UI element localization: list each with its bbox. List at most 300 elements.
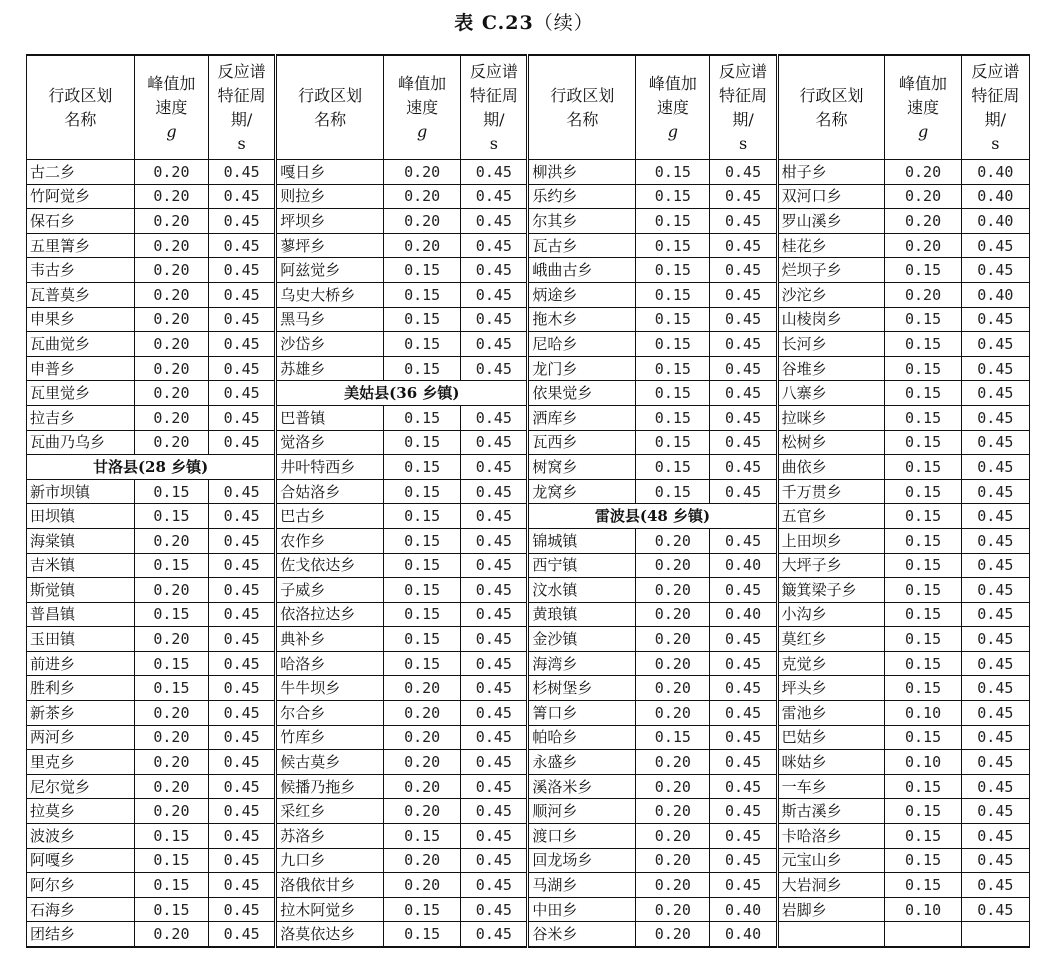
township-name-cell: 坪坝乡 (276, 209, 384, 234)
table-row (27, 160, 1030, 185)
township-name-cell: 石海乡 (27, 897, 135, 922)
township-name-cell: 尔合乡 (276, 701, 384, 726)
characteristic-period-cell: 0.45 (461, 504, 528, 529)
peak-acceleration-cell: 0.20 (636, 750, 710, 775)
header-characteristic-period-unit: s (489, 133, 498, 153)
township-name-cell: 回龙场乡 (528, 848, 636, 873)
peak-acceleration-cell: 0.15 (885, 307, 961, 332)
characteristic-period-cell: 0.45 (461, 332, 528, 357)
peak-acceleration-cell: 0.20 (134, 307, 208, 332)
characteristic-period-cell: 0.40 (961, 282, 1029, 307)
characteristic-period-cell: 0.45 (461, 184, 528, 209)
characteristic-period-cell: 0.45 (209, 873, 276, 898)
characteristic-period-cell: 0.45 (461, 824, 528, 849)
township-name-cell: 瓦里觉乡 (27, 381, 135, 406)
township-name-cell: 沙沱乡 (777, 282, 885, 307)
table-row (27, 504, 1030, 529)
characteristic-period-cell: 0.45 (461, 701, 528, 726)
peak-acceleration-cell: 0.20 (134, 799, 208, 824)
township-name-cell: 瓦曲乃乌乡 (27, 430, 135, 455)
peak-acceleration-cell: 0.15 (636, 184, 710, 209)
peak-acceleration-cell: 0.15 (885, 824, 961, 849)
peak-acceleration-cell: 0.15 (885, 553, 961, 578)
characteristic-period-cell: 0.45 (710, 824, 777, 849)
peak-acceleration-cell: 0.20 (885, 233, 961, 258)
township-name-cell: 瓦普莫乡 (27, 282, 135, 307)
township-name-cell: 申普乡 (27, 356, 135, 381)
characteristic-period-cell: 0.45 (710, 184, 777, 209)
table-row (27, 701, 1030, 726)
characteristic-period-cell: 0.45 (710, 774, 777, 799)
township-name-cell: 五官乡 (777, 504, 885, 529)
table-row (27, 799, 1030, 824)
peak-acceleration-cell: 0.20 (636, 578, 710, 603)
peak-acceleration-cell: 0.20 (384, 233, 461, 258)
peak-acceleration-cell: 0.20 (134, 209, 208, 234)
characteristic-period-cell: 0.45 (461, 651, 528, 676)
peak-acceleration-cell: 0.20 (134, 233, 208, 258)
peak-acceleration-cell: 0.20 (636, 528, 710, 553)
peak-acceleration-cell: 0.20 (384, 209, 461, 234)
characteristic-period-cell: 0.40 (710, 553, 777, 578)
peak-acceleration-cell: 0.15 (384, 897, 461, 922)
peak-acceleration-cell: 0.20 (636, 873, 710, 898)
header-characteristic-period (961, 55, 1029, 160)
peak-acceleration-cell: 0.20 (636, 799, 710, 824)
peak-acceleration-cell: 0.15 (885, 528, 961, 553)
township-name-cell: 佐戈依达乡 (276, 553, 384, 578)
peak-acceleration-cell: 0.20 (134, 725, 208, 750)
peak-acceleration-cell: 0.15 (885, 356, 961, 381)
township-name-cell: 沙岱乡 (276, 332, 384, 357)
peak-acceleration-cell: 0.20 (134, 701, 208, 726)
characteristic-period-cell: 0.45 (710, 307, 777, 332)
characteristic-period-cell: 0.45 (961, 479, 1029, 504)
peak-acceleration-cell: 0.20 (636, 701, 710, 726)
characteristic-period-cell: 0.45 (209, 209, 276, 234)
header-peak-acceleration (134, 55, 208, 160)
township-name-cell: 烂坝子乡 (777, 258, 885, 283)
peak-acceleration-cell: 0.15 (384, 553, 461, 578)
table-row (27, 381, 1030, 406)
characteristic-period-cell: 0.45 (710, 873, 777, 898)
characteristic-period-cell: 0.45 (710, 332, 777, 357)
header-characteristic-period (710, 55, 777, 160)
characteristic-period-cell: 0.45 (710, 455, 777, 480)
table-row (27, 553, 1030, 578)
peak-acceleration-cell: 0.15 (636, 356, 710, 381)
township-name-cell: 竹阿觉乡 (27, 184, 135, 209)
township-name-cell: 乌史大桥乡 (276, 282, 384, 307)
characteristic-period-cell: 0.45 (961, 405, 1029, 430)
township-name-cell: 瓦古乡 (528, 233, 636, 258)
peak-acceleration-cell: 0.15 (384, 455, 461, 480)
township-name-cell: 汶水镇 (528, 578, 636, 603)
table-row (27, 356, 1030, 381)
peak-acceleration-cell: 0.15 (636, 332, 710, 357)
township-name-cell: 则拉乡 (276, 184, 384, 209)
header-region-name-text: 行政区划名称 (48, 85, 113, 129)
township-name-cell: 小沟乡 (777, 602, 885, 627)
peak-acceleration-cell: 0.15 (885, 504, 961, 529)
peak-acceleration-cell: 0.15 (384, 405, 461, 430)
table-row (27, 824, 1030, 849)
characteristic-period-cell: 0.45 (710, 430, 777, 455)
characteristic-period-cell: 0.45 (961, 504, 1029, 529)
characteristic-period-cell: 0.45 (461, 602, 528, 627)
characteristic-period-cell: 0.45 (209, 356, 276, 381)
characteristic-period-cell: 0.45 (209, 381, 276, 406)
characteristic-period-cell: 0.45 (961, 897, 1029, 922)
township-name-cell: 咪姑乡 (777, 750, 885, 775)
peak-acceleration-cell: 0.15 (636, 455, 710, 480)
characteristic-period-cell: 0.45 (961, 258, 1029, 283)
characteristic-period-cell: 0.45 (461, 873, 528, 898)
peak-acceleration-cell: 0.20 (636, 897, 710, 922)
township-name-cell: 西宁镇 (528, 553, 636, 578)
header-peak-acceleration-unit: g (417, 121, 428, 141)
township-name-cell: 海湾乡 (528, 651, 636, 676)
header-peak-acceleration-text: 峰值加速度 (398, 73, 447, 117)
characteristic-period-cell: 0.45 (961, 750, 1029, 775)
township-name-cell: 马湖乡 (528, 873, 636, 898)
peak-acceleration-cell: 0.20 (134, 774, 208, 799)
characteristic-period-cell: 0.45 (710, 627, 777, 652)
characteristic-period-cell: 0.45 (209, 479, 276, 504)
peak-acceleration-cell: 0.20 (885, 184, 961, 209)
characteristic-period-cell: 0.45 (461, 405, 528, 430)
characteristic-period-cell: 0.45 (209, 676, 276, 701)
characteristic-period-cell: 0.40 (961, 209, 1029, 234)
table-row (27, 750, 1030, 775)
peak-acceleration-cell: 0.15 (636, 209, 710, 234)
characteristic-period-cell: 0.45 (461, 750, 528, 775)
township-name-cell: 新茶乡 (27, 701, 135, 726)
header-peak-acceleration-text: 峰值加速度 (899, 73, 948, 117)
table-container (26, 54, 1030, 948)
township-name-cell: 两河乡 (27, 725, 135, 750)
township-name-cell: 洛俄依甘乡 (276, 873, 384, 898)
township-name-cell: 千万贯乡 (777, 479, 885, 504)
township-name-cell: 拉木阿觉乡 (276, 897, 384, 922)
peak-acceleration-cell: 0.20 (134, 405, 208, 430)
table-row (27, 528, 1030, 553)
township-name-cell: 锦城镇 (528, 528, 636, 553)
table-row (27, 774, 1030, 799)
peak-acceleration-cell: 0.15 (636, 307, 710, 332)
table-row (27, 430, 1030, 455)
township-name-cell: 韦古乡 (27, 258, 135, 283)
peak-acceleration-cell: 0.15 (384, 479, 461, 504)
township-name-cell: 松树乡 (777, 430, 885, 455)
peak-acceleration-cell: 0.15 (885, 848, 961, 873)
township-name-cell: 保石乡 (27, 209, 135, 234)
header-region-name (777, 55, 885, 160)
township-name-cell: 前进乡 (27, 651, 135, 676)
peak-acceleration-cell: 0.15 (384, 922, 461, 947)
header-region-name-text: 行政区划名称 (799, 85, 864, 129)
township-name-cell: 八寨乡 (777, 381, 885, 406)
characteristic-period-cell: 0.45 (461, 848, 528, 873)
peak-acceleration-cell: 0.15 (134, 897, 208, 922)
township-name-cell: 海棠镇 (27, 528, 135, 553)
table-row (27, 602, 1030, 627)
peak-acceleration-cell: 0.15 (885, 455, 961, 480)
characteristic-period-cell: 0.45 (461, 430, 528, 455)
township-name-cell: 雷池乡 (777, 701, 885, 726)
characteristic-period-cell: 0.45 (209, 233, 276, 258)
township-name-cell: 牛牛坝乡 (276, 676, 384, 701)
characteristic-period-cell: 0.40 (961, 160, 1029, 185)
peak-acceleration-cell: 0.15 (384, 307, 461, 332)
township-name-cell: 拉咪乡 (777, 405, 885, 430)
characteristic-period-cell: 0.45 (209, 332, 276, 357)
township-name-cell: 卡哈洛乡 (777, 824, 885, 849)
township-name-cell: 洒库乡 (528, 405, 636, 430)
county-group-header: 美姑县(36 乡镇) (276, 381, 528, 406)
township-name-cell: 九口乡 (276, 848, 384, 873)
township-name-cell: 龙门乡 (528, 356, 636, 381)
characteristic-period-cell: 0.45 (710, 479, 777, 504)
header-characteristic-period (209, 55, 276, 160)
characteristic-period-cell: 0.45 (461, 455, 528, 480)
peak-acceleration-cell: 0.20 (384, 873, 461, 898)
characteristic-period-cell: 0.40 (710, 897, 777, 922)
characteristic-period-cell: 0.45 (209, 307, 276, 332)
township-name-cell: 箐口乡 (528, 701, 636, 726)
characteristic-period-cell: 0.45 (209, 578, 276, 603)
characteristic-period-cell: 0.45 (461, 578, 528, 603)
peak-acceleration-cell: 0.15 (636, 233, 710, 258)
township-name-cell: 黑马乡 (276, 307, 384, 332)
peak-acceleration-cell: 0.15 (885, 332, 961, 357)
peak-acceleration-cell: 0.15 (885, 799, 961, 824)
peak-acceleration-cell: 0.20 (384, 160, 461, 185)
peak-acceleration-cell: 0.15 (384, 282, 461, 307)
header-characteristic-period (461, 55, 528, 160)
township-name-cell: 元宝山乡 (777, 848, 885, 873)
header-peak-acceleration-unit: g (917, 121, 929, 141)
characteristic-period-cell: 0.45 (209, 701, 276, 726)
township-name-cell: 渡口乡 (528, 824, 636, 849)
characteristic-period-cell (961, 922, 1029, 947)
township-name-cell: 大岩洞乡 (777, 873, 885, 898)
header-region-name-text: 行政区划名称 (550, 85, 615, 129)
peak-acceleration-cell: 0.20 (134, 356, 208, 381)
characteristic-period-cell: 0.45 (961, 307, 1029, 332)
township-name-cell: 候播乃拖乡 (276, 774, 384, 799)
peak-acceleration-cell: 0.20 (885, 209, 961, 234)
table-row (27, 233, 1030, 258)
peak-acceleration-cell: 0.15 (636, 381, 710, 406)
township-name-cell: 团结乡 (27, 922, 135, 947)
table-row (27, 627, 1030, 652)
characteristic-period-cell: 0.45 (961, 553, 1029, 578)
township-name-cell: 谷米乡 (528, 922, 636, 947)
township-name-cell: 波波乡 (27, 824, 135, 849)
characteristic-period-cell: 0.45 (961, 848, 1029, 873)
peak-acceleration-cell: 0.20 (134, 258, 208, 283)
table-row (27, 897, 1030, 922)
characteristic-period-cell: 0.45 (710, 750, 777, 775)
characteristic-period-cell: 0.45 (209, 553, 276, 578)
characteristic-period-cell: 0.45 (461, 160, 528, 185)
peak-acceleration-cell: 0.15 (384, 332, 461, 357)
table-row (27, 258, 1030, 283)
township-name-cell: 莫红乡 (777, 627, 885, 652)
characteristic-period-cell: 0.45 (461, 676, 528, 701)
peak-acceleration-cell: 0.15 (885, 578, 961, 603)
peak-acceleration-cell: 0.15 (636, 160, 710, 185)
header-peak-acceleration-unit: g (166, 121, 177, 141)
header-peak-acceleration-text: 峰值加速度 (147, 73, 196, 117)
township-name-cell: 尔其乡 (528, 209, 636, 234)
table-row (27, 725, 1030, 750)
characteristic-period-cell: 0.45 (961, 381, 1029, 406)
characteristic-period-cell: 0.45 (961, 725, 1029, 750)
peak-acceleration-cell: 0.15 (636, 725, 710, 750)
table-row (27, 332, 1030, 357)
characteristic-period-cell: 0.45 (461, 258, 528, 283)
peak-acceleration-cell: 0.20 (134, 332, 208, 357)
characteristic-period-cell: 0.45 (209, 258, 276, 283)
peak-acceleration-cell: 0.15 (885, 725, 961, 750)
characteristic-period-cell: 0.40 (961, 184, 1029, 209)
township-name-cell: 苏雄乡 (276, 356, 384, 381)
peak-acceleration-cell: 0.15 (885, 381, 961, 406)
peak-acceleration-cell: 0.20 (134, 160, 208, 185)
header-characteristic-period-text: 反应谱特征周期/ (469, 61, 518, 129)
peak-acceleration-cell: 0.20 (384, 774, 461, 799)
table-title-suffix: （续） (533, 12, 594, 34)
header-region-name (27, 55, 135, 160)
peak-acceleration-cell: 0.20 (384, 184, 461, 209)
characteristic-period-cell: 0.45 (209, 922, 276, 947)
township-name-cell: 峨曲古乡 (528, 258, 636, 283)
township-name-cell (777, 922, 885, 947)
table-row (27, 578, 1030, 603)
characteristic-period-cell: 0.45 (710, 381, 777, 406)
peak-acceleration-cell: 0.20 (384, 725, 461, 750)
township-name-cell: 曲依乡 (777, 455, 885, 480)
peak-acceleration-cell: 0.15 (636, 405, 710, 430)
table-title (0, 8, 1048, 35)
characteristic-period-cell: 0.45 (710, 356, 777, 381)
township-name-cell: 柳洪乡 (528, 160, 636, 185)
characteristic-period-cell: 0.45 (209, 627, 276, 652)
peak-acceleration-cell: 0.20 (885, 282, 961, 307)
characteristic-period-cell: 0.45 (710, 258, 777, 283)
header-characteristic-period-unit: s (237, 133, 246, 153)
header-region-name (528, 55, 636, 160)
township-name-cell: 新市坝镇 (27, 479, 135, 504)
township-name-cell: 候古莫乡 (276, 750, 384, 775)
table-row (27, 282, 1030, 307)
peak-acceleration-cell: 0.20 (636, 676, 710, 701)
peak-acceleration-cell: 0.20 (134, 282, 208, 307)
characteristic-period-cell: 0.45 (209, 651, 276, 676)
township-name-cell: 拉吉乡 (27, 405, 135, 430)
peak-acceleration-cell: 0.15 (636, 430, 710, 455)
characteristic-period-cell: 0.45 (961, 774, 1029, 799)
peak-acceleration-cell: 0.20 (636, 848, 710, 873)
header-peak-acceleration (885, 55, 961, 160)
header-characteristic-period-unit: s (991, 133, 1000, 153)
peak-acceleration-cell: 0.10 (885, 897, 961, 922)
township-name-cell: 金沙镇 (528, 627, 636, 652)
characteristic-period-cell: 0.45 (209, 799, 276, 824)
characteristic-period-cell: 0.45 (461, 282, 528, 307)
characteristic-period-cell: 0.45 (710, 209, 777, 234)
township-name-cell: 阿兹觉乡 (276, 258, 384, 283)
characteristic-period-cell: 0.40 (710, 602, 777, 627)
header-peak-acceleration-text: 峰值加速度 (648, 73, 697, 117)
peak-acceleration-cell: 0.15 (384, 356, 461, 381)
header-region-name-text: 行政区划名称 (298, 85, 363, 129)
header-peak-acceleration (636, 55, 710, 160)
peak-acceleration-cell: 0.15 (885, 651, 961, 676)
peak-acceleration-cell: 0.15 (384, 258, 461, 283)
characteristic-period-cell: 0.45 (461, 774, 528, 799)
table-body (27, 55, 1030, 947)
township-name-cell: 山棱岗乡 (777, 307, 885, 332)
characteristic-period-cell: 0.45 (209, 504, 276, 529)
township-name-cell: 玉田镇 (27, 627, 135, 652)
characteristic-period-cell: 0.45 (461, 725, 528, 750)
township-name-cell: 长河乡 (777, 332, 885, 357)
peak-acceleration-cell: 0.20 (134, 578, 208, 603)
township-name-cell: 罗山溪乡 (777, 209, 885, 234)
township-name-cell: 巴古乡 (276, 504, 384, 529)
characteristic-period-cell: 0.45 (461, 799, 528, 824)
characteristic-period-cell: 0.45 (209, 750, 276, 775)
township-name-cell: 瓦西乡 (528, 430, 636, 455)
township-name-cell: 农作乡 (276, 528, 384, 553)
township-name-cell: 斯觉镇 (27, 578, 135, 603)
peak-acceleration-cell: 0.20 (636, 627, 710, 652)
header-region-name (276, 55, 384, 160)
township-name-cell: 尼哈乡 (528, 332, 636, 357)
township-name-cell: 普昌镇 (27, 602, 135, 627)
township-name-cell: 炳途乡 (528, 282, 636, 307)
characteristic-period-cell: 0.45 (710, 848, 777, 873)
township-name-cell: 阿嘎乡 (27, 848, 135, 873)
characteristic-period-cell: 0.45 (961, 602, 1029, 627)
township-name-cell: 顺河乡 (528, 799, 636, 824)
table-title-number: 表 C.23 (454, 12, 534, 34)
peak-acceleration-cell: 0.15 (885, 627, 961, 652)
characteristic-period-cell: 0.45 (961, 233, 1029, 258)
characteristic-period-cell: 0.45 (461, 307, 528, 332)
township-name-cell: 依果觉乡 (528, 381, 636, 406)
peak-acceleration-cell: 0.15 (885, 405, 961, 430)
peak-acceleration-cell: 0.15 (384, 430, 461, 455)
township-name-cell: 申果乡 (27, 307, 135, 332)
township-name-cell: 坪头乡 (777, 676, 885, 701)
township-name-cell: 拖木乡 (528, 307, 636, 332)
seismic-parameter-table (26, 54, 1030, 948)
characteristic-period-cell: 0.45 (461, 627, 528, 652)
peak-acceleration-cell: 0.15 (885, 258, 961, 283)
characteristic-period-cell: 0.45 (961, 356, 1029, 381)
peak-acceleration-cell: 0.15 (636, 258, 710, 283)
peak-acceleration-cell: 0.20 (636, 774, 710, 799)
characteristic-period-cell: 0.45 (961, 824, 1029, 849)
township-name-cell: 簸箕梁子乡 (777, 578, 885, 603)
township-name-cell: 蓼坪乡 (276, 233, 384, 258)
peak-acceleration-cell: 0.20 (384, 848, 461, 873)
peak-acceleration-cell: 0.15 (384, 602, 461, 627)
